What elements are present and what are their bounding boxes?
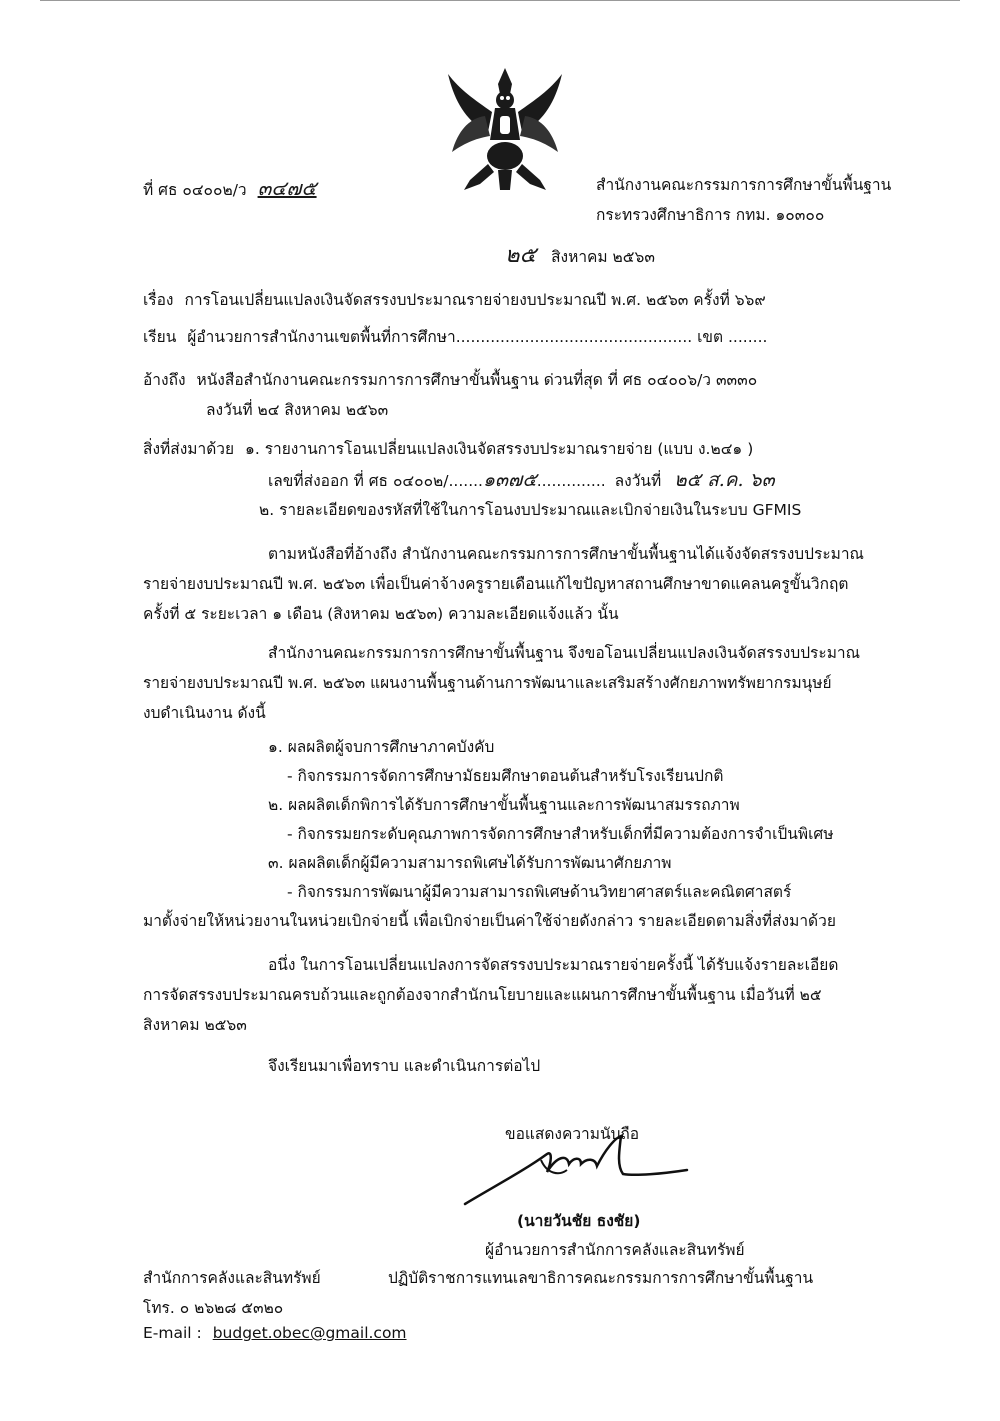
date-month-year: สิงหาคม ๒๕๖๓: [551, 248, 655, 266]
enclosure-ref-dots: ..............: [536, 472, 606, 490]
para3-line2: การจัดสรรงบประมาณครบถ้วนและถูกต้องจากสำนักนโยบายและแผนการศึกษาขั้นพื้นฐาน เมื่อวันที่ ๒๕: [143, 986, 822, 1004]
page-top-edge: [40, 0, 960, 1]
list-item: ๒. ผลผลิตเด็กพิการได้รับการศึกษาขั้นพื้นฐานและการพัฒนาสมรรถภาพ: [268, 796, 740, 814]
enclosure-date-label: ลงวันที่: [614, 472, 662, 490]
subject-line: [143, 287, 766, 312]
footer-email-row: [143, 1324, 407, 1342]
doc-number: [143, 172, 317, 204]
handwritten-signature: [455, 1130, 695, 1210]
list-item: ๑. ผลผลิตผู้จบการศึกษาภาคบังคับ: [268, 738, 495, 756]
reference-label: อ้างถึง: [143, 371, 186, 389]
signatory-acting-position: ปฏิบัติราชการแทนเลขาธิการคณะกรรมการการศึกษาขั้นพื้นฐาน: [388, 1269, 814, 1287]
para1-line1: ตามหนังสือที่อ้างถึง สำนักงานคณะกรรมการการศึกษาขั้นพื้นฐานได้แจ้งจัดสรรงบประมาณ: [268, 545, 864, 563]
closing-salutation: ขอแสดงความนับถือ: [505, 1125, 640, 1143]
para2-line3: งบดำเนินงาน ดังนี้: [143, 704, 266, 722]
enclosure-item-2: ๒. รายละเอียดของรหัสที่ใช้ในการโอนงบประมาณและเบิกจ่ายเงินในระบบ GFMIS: [259, 501, 802, 519]
reference-date: ลงวันที่ ๒๔ สิงหาคม ๒๕๖๓: [206, 401, 389, 419]
addressee-label: เรียน: [143, 328, 177, 346]
subject-label: เรื่อง: [143, 291, 174, 309]
signatory-position: ผู้อำนวยการสำนักการคลังและสินทรัพย์: [485, 1241, 745, 1259]
addressee-line: [143, 324, 767, 349]
subject-text: การโอนเปลี่ยนแปลงเงินจัดสรรงบประมาณรายจ่ายงบประมาณปี พ.ศ. ๒๕๖๓ ครั้งที่ ๖๖๙: [184, 291, 766, 309]
enclosure-date-handwritten: ๒๕ ส.ค. ๖๓: [674, 469, 775, 491]
reference-line: [143, 367, 757, 392]
list-item: - กิจกรรมการพัฒนาผู้มีความสามารถพิเศษด้านวิทยาศาสตร์และคณิตศาสตร์: [287, 883, 792, 901]
enclosure-ref-handwritten: ๑๓๗๕: [482, 469, 537, 491]
enclosures-line-1: [143, 436, 753, 461]
list-item: ๓. ผลผลิตเด็กผู้มีความสามารถพิเศษได้รับการพัฒนาศักยภาพ: [268, 854, 672, 872]
reference-text: หนังสือสำนักงานคณะกรรมการการศึกษาขั้นพื้นฐาน ด่วนที่สุด ที่ ศธ ๐๔๐๐๖/ว ๓๓๓๐: [196, 371, 758, 389]
agency-name: สำนักงานคณะกรรมการการศึกษาขั้นพื้นฐาน: [596, 176, 892, 194]
garuda-emblem-icon: [440, 60, 570, 195]
enclosures-label: สิ่งที่ส่งมาด้วย: [143, 440, 235, 458]
enclosure-item-1: ๑. รายงานการโอนเปลี่ยนแปลงเงินจัดสรรงบประมาณรายจ่าย (แบบ ง.๒๔๑ ): [245, 440, 754, 458]
para1-line2: รายจ่ายงบประมาณปี พ.ศ. ๒๕๖๓ เพื่อเป็นค่าจ้างครูรายเดือนแก้ไขปัญหาสถานศึกษาขาดแคลนครูขั้นวิกฤต: [143, 575, 849, 593]
list-item: - กิจกรรมยกระดับคุณภาพการจัดการศึกษาสำหรับเด็กที่มีความต้องการจำเป็นพิเศษ: [287, 825, 834, 843]
agency-address: กระทรวงศึกษาธิการ กทม. ๑๐๓๐๐: [596, 206, 825, 224]
enclosure-ref-prefix: เลขที่ส่งออก ที่ ศธ ๐๔๐๐๒/.......: [268, 472, 483, 490]
footer-phone: โทร. ๐ ๒๖๒๘ ๕๓๒๐: [143, 1299, 284, 1317]
addressee-text: ผู้อำนวยการสำนักงานเขตพื้นที่การศึกษา................................................ เขต ........: [187, 328, 768, 346]
enclosure-item-1-ref: [268, 465, 775, 495]
signatory-name: (นายวันชัย ธงชัย): [517, 1212, 641, 1230]
para2-end: มาตั้งจ่ายให้หน่วยงานในหน่วยเบิกจ่ายนี้ เพื่อเบิกจ่ายเป็นค่าใช้จ่ายดังกล่าว รายละเอียดตามสิ่งที่ส่งมาด้วย: [143, 912, 836, 930]
para2-line2: รายจ่ายงบประมาณปี พ.ศ. ๒๕๖๓ แผนงานพื้นฐานด้านการพัฒนาและเสริมสร้างศักยภาพทรัพยากรมนุษย์: [143, 674, 832, 692]
closing-line: จึงเรียนมาเพื่อทราบ และดำเนินการต่อไป: [268, 1057, 541, 1075]
footer-office: สำนักการคลังและสินทรัพย์: [143, 1269, 321, 1287]
para1-line3: ครั้งที่ ๕ ระยะเวลา ๑ เดือน (สิงหาคม ๒๕๖๓) ความละเอียดแจ้งแล้ว นั้น: [143, 605, 619, 623]
email-label: E-mail :: [143, 1324, 202, 1342]
para3-line3: สิงหาคม ๒๕๖๓: [143, 1016, 247, 1034]
para3-line1: อนึ่ง ในการโอนเปลี่ยนแปลงการจัดสรรงบประมาณรายจ่ายครั้งนี้ ได้รับแจ้งรายละเอียด: [268, 956, 839, 974]
doc-number-label: ที่ ศธ ๐๔๐๐๒/ว: [143, 181, 247, 199]
email-link[interactable]: budget.obec@gmail.com: [212, 1324, 407, 1342]
list-item: - กิจกรรมการจัดการศึกษามัธยมศึกษาตอนต้นสำหรับโรงเรียนปกติ: [287, 767, 724, 785]
para2-line1: สำนักงานคณะกรรมการการศึกษาขั้นพื้นฐาน จึงขอโอนเปลี่ยนแปลงเงินจัดสรรงบประมาณ: [268, 644, 861, 662]
document-date: [505, 237, 655, 272]
doc-number-handwritten: ๓๔๗๕: [257, 176, 317, 200]
date-day-handwritten: ๒๕: [505, 243, 537, 268]
